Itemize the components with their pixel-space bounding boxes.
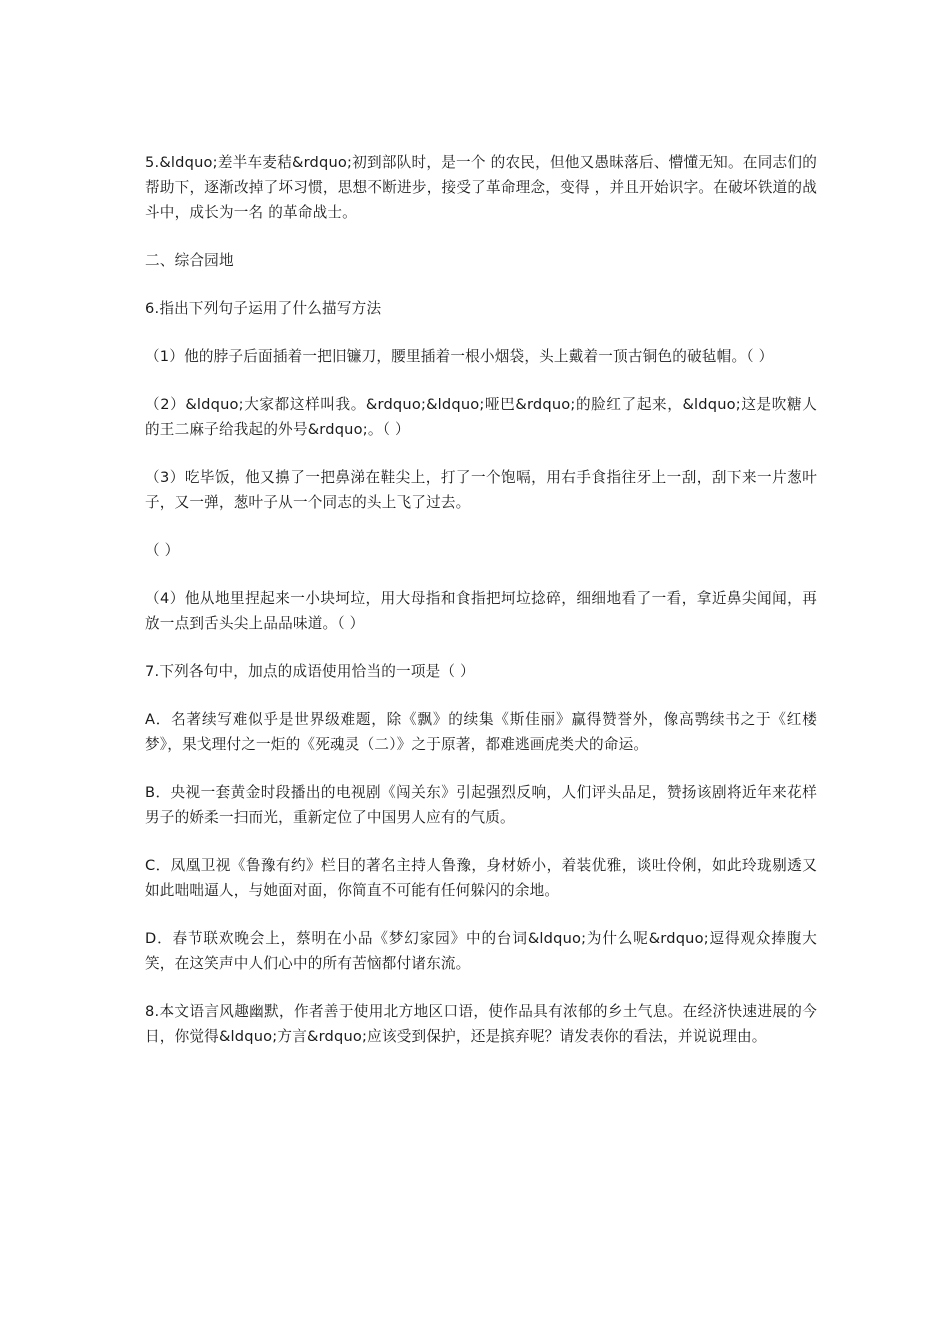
question-6-prompt: 6.指出下列句子运用了什么描写方法	[145, 300, 382, 317]
question-6-item-3: （3）吃毕饭，他又擤了一把鼻涕在鞋尖上，打了一个饱嗝，用右手食指往牙上一刮，刮下来一片葱叶子，又一弹，葱叶子从一个同志的头上飞了过去。	[145, 469, 817, 511]
question-7-option-a: A．名著续写难似乎是世界级难题，除《飘》的续集《斯佳丽》赢得赞誉外，像高鹗续书之于《红楼梦》，果戈理付之一炬的《死魂灵（二）》之于原著，都难逃画虎类犬的命运。	[145, 711, 817, 753]
question-7-option-d: D．春节联欢晚会上，蔡明在小品《梦幻家园》中的台词&ldquo;为什么呢&rdquo;逗得观众捧腹大笑，在这笑声中人们心中的所有苦恼都付诸东流。	[145, 930, 817, 972]
question-8-text: 8.本文语言风趣幽默，作者善于使用北方地区口语，使作品具有浓郁的乡土气息。在经济快速进展的今日，你觉得&ldquo;方言&rdquo;应该受到保护，还是摈弃呢？请发表你的看法，并说说理由。	[145, 1003, 817, 1045]
question-7-prompt: 7.下列各句中，加点的成语使用恰当的一项是（ ）	[145, 663, 475, 680]
section-heading-2: 二、综合园地	[145, 252, 234, 269]
question-6-item-3-blank: （ ）	[145, 542, 180, 559]
question-6-item-1: （1）他的脖子后面插着一把旧镰刀，腰里插着一根小烟袋，头上戴着一顶古铜色的破毡帽。（ ）	[145, 348, 774, 365]
document-body	[145, 150, 817, 1072]
question-7-option-c: C．凤凰卫视《鲁豫有约》栏目的著名主持人鲁豫，身材娇小，着装优雅，谈吐伶俐，如此玲珑剔透又如此咄咄逼人，与她面对面，你简直不可能有任何躲闪的余地。	[145, 857, 817, 899]
question-6-item-2: （2）&ldquo;大家都这样叫我。&rdquo;&ldquo;哑巴&rdquo;的脸红了起来，&ldquo;这是吹糖人的王二麻子给我起的外号&rdquo;。（ ）	[145, 396, 817, 438]
question-6-item-4: （4）他从地里捏起来一小块坷垃，用大母指和食指把坷垃捻碎，细细地看了一看，拿近鼻尖闻闻，再放一点到舌头尖上品品味道。（ ）	[145, 590, 817, 632]
question-5-text: 5.&ldquo;差半车麦秸&rdquo;初到部队时，是一个 的农民，但他又愚昧落后、懵懂无知。在同志们的帮助下，逐渐改掉了坏习惯，思想不断进步，接受了革命理念，变得 ，并且开始识字。在破坏铁道的战斗中，成长为一名 的革命战士。	[145, 154, 817, 221]
question-7-option-b: B．央视一套黄金时段播出的电视剧《闯关东》引起强烈反响，人们评头品足，赞扬该剧将近年来花样男子的娇柔一扫而光，重新定位了中国男人应有的气质。	[145, 784, 817, 826]
